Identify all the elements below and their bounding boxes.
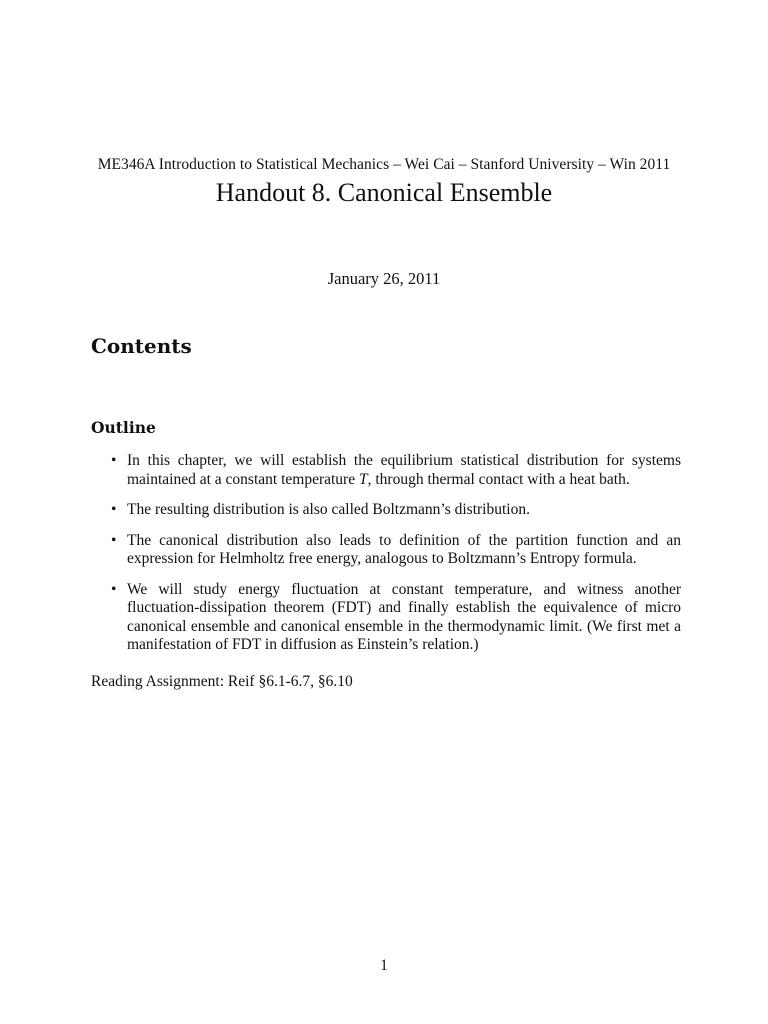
bullet-icon: • <box>111 531 117 549</box>
outline-item-1-text-before: In this chapter, we will establish the equilibrium statistical distribution for systems maintained at a constant temperature <box>127 452 681 488</box>
temperature-symbol: T <box>358 470 368 488</box>
bullet-icon: • <box>111 452 117 469</box>
outline-item-1-text-after: , through thermal contact with a heat bath. <box>367 470 630 488</box>
outline-heading: Outline <box>91 418 156 437</box>
contents-heading: Contents <box>91 334 192 358</box>
page-number: 1 <box>380 957 388 974</box>
outline-item-3-text: The canonical distribution also leads to definition of the partition function and an expression for Helmholtz free energy, analogous to Boltzmann’s Entropy formula. <box>127 531 681 567</box>
outline-item-4 <box>91 581 681 655</box>
reading-assignment: Reading Assignment: Reif §6.1-6.7, §6.10 <box>91 673 353 690</box>
handout-date: January 26, 2011 <box>327 269 441 288</box>
bullet-icon: • <box>111 580 117 598</box>
outline-item-3 <box>91 532 681 569</box>
outline-item-4-text: We will study energy fluctuation at constant temperature, and witness another fluctuation-dissipation theorem (FDT) and finally establish the equivalence of micro canonical ensemble and canonical ensemble in the thermodynamic limit. (We first met a manifestation of FDT in diffusion as Einstein’s relation.) <box>127 580 681 653</box>
outline-item-2-text: The resulting distribution is also called Boltzmann’s distribution. <box>127 501 530 518</box>
outline-item-2 <box>91 501 681 520</box>
outline-list <box>91 452 681 667</box>
handout-title: Handout 8. Canonical Ensemble <box>215 178 553 207</box>
bullet-icon: • <box>111 501 117 518</box>
outline-item-1 <box>91 452 681 489</box>
course-header: ME346A Introduction to Statistical Mechanics – Wei Cai – Stanford University – Win 2011 <box>97 156 671 173</box>
